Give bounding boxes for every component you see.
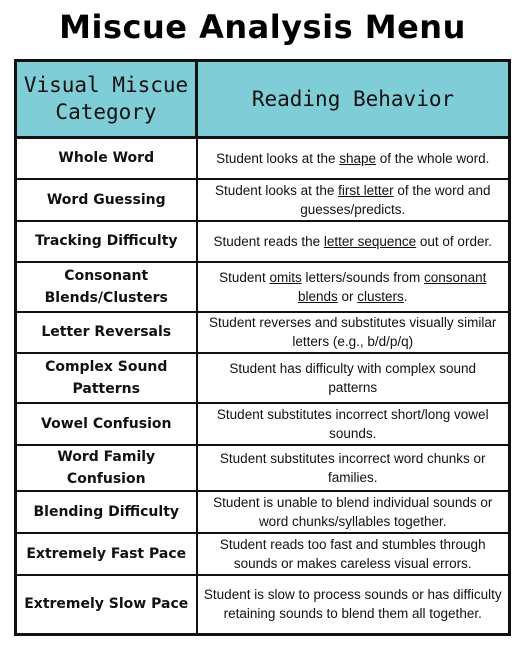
behavior-cell — [197, 221, 510, 262]
behavior-text: Student — [219, 269, 270, 285]
behavior-text: Student reads too fast and stumbles through sounds or makes careless visual errors. — [219, 536, 486, 571]
table-row — [16, 445, 510, 491]
behavior-text: Student substitutes incorrect word chunks or families. — [219, 450, 486, 485]
underlined-text: omits — [269, 269, 302, 285]
underlined-text: first letter — [338, 182, 394, 198]
behavior-text: Student looks at the — [216, 150, 340, 166]
underlined-text: clusters — [357, 288, 404, 304]
behavior-text: of the word and guesses/predicts. — [300, 182, 491, 217]
category-cell: Blending Difficulty — [16, 491, 197, 533]
table-row — [16, 533, 510, 575]
table-row — [16, 221, 510, 262]
behavior-text: Student substitutes incorrect short/long vowel sounds. — [216, 406, 489, 441]
table-row — [16, 312, 510, 353]
behavior-cell — [197, 179, 510, 221]
category-cell: Consonant Blends/Clusters — [16, 262, 197, 312]
behavior-text: out of order. — [416, 233, 492, 249]
table-row — [16, 353, 510, 403]
category-cell: Vowel Confusion — [16, 403, 197, 445]
header-row — [16, 61, 510, 138]
behavior-cell — [197, 491, 510, 533]
behavior-cell — [197, 533, 510, 575]
miscue-table — [14, 59, 511, 636]
behavior-cell — [197, 138, 510, 179]
underlined-text: shape — [339, 150, 377, 166]
behavior-text: . — [403, 288, 408, 304]
header-category: Visual Miscue Category — [16, 61, 197, 138]
table-row — [16, 575, 510, 635]
underlined-text: letter sequence — [323, 233, 417, 249]
behavior-text: Student reads the — [213, 233, 324, 249]
category-cell: Complex Sound Patterns — [16, 353, 197, 403]
behavior-cell — [197, 403, 510, 445]
behavior-cell — [197, 353, 510, 403]
table-row — [16, 179, 510, 221]
behavior-cell — [197, 262, 510, 312]
category-cell: Extremely Fast Pace — [16, 533, 197, 575]
behavior-text: Student is slow to process sounds or has difficulty retaining sounds to blend them all together. — [203, 587, 502, 622]
behavior-text: letters/sounds from — [301, 269, 425, 285]
category-cell: Word Guessing — [16, 179, 197, 221]
behavior-text: Student reverses and substitutes visually similar letters (e.g., b/d/p/q) — [209, 315, 497, 349]
behavior-text: Student has difficulty with complex sound patterns — [229, 360, 477, 395]
page-title: Miscue Analysis Menu — [59, 8, 466, 46]
behavior-text: or — [337, 288, 358, 304]
table-row — [16, 262, 510, 312]
behavior-cell — [197, 575, 510, 635]
header-behavior: Reading Behavior — [197, 61, 510, 138]
table-row — [16, 138, 510, 179]
category-cell: Tracking Difficulty — [16, 221, 197, 262]
behavior-cell — [197, 445, 510, 491]
behavior-text: Student is unable to blend individual sounds or word chunks/syllables together. — [213, 494, 493, 529]
category-cell: Whole Word — [16, 138, 197, 179]
behavior-text: of the whole word. — [376, 150, 490, 166]
behavior-text: Student looks at the — [215, 182, 339, 198]
table-row — [16, 491, 510, 533]
category-cell: Extremely Slow Pace — [16, 575, 197, 635]
category-cell: Letter Reversals — [16, 312, 197, 353]
category-cell: Word Family Confusion — [16, 445, 197, 491]
underlined-text: consonant blends — [297, 269, 487, 304]
table-row — [16, 403, 510, 445]
behavior-cell — [197, 312, 510, 353]
